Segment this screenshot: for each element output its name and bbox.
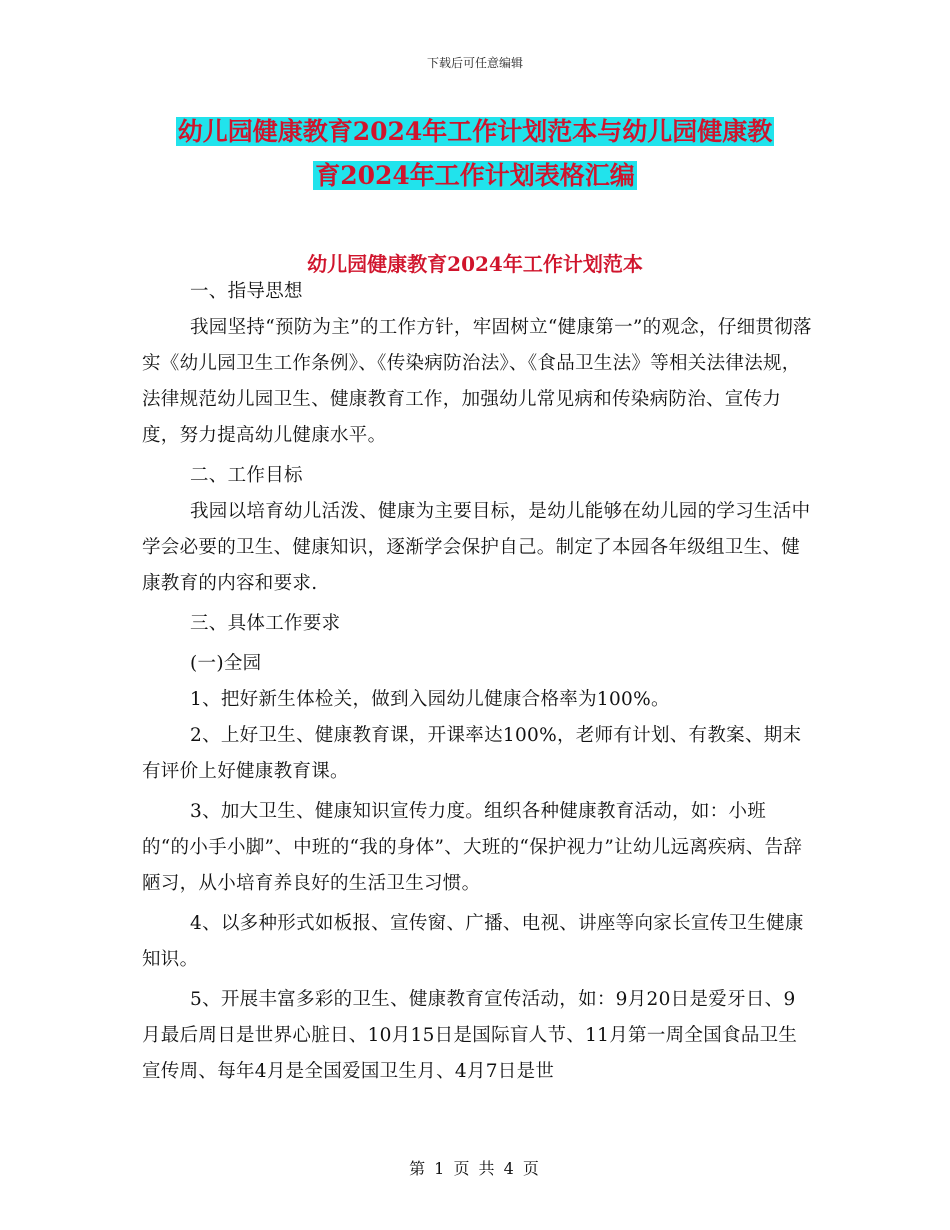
paragraph-work-goals: 我园以培育幼儿活泼、健康为主要目标，是幼儿能够在幼儿园的学习生活中学会必要的卫生、健康知识，逐渐学会保护自己。制定了本园各年级组卫生、健康教育的内容和要求. [142,501,811,594]
page-footer-number: 第 1 页 共 4 页 [409,1159,541,1178]
list-item-3: 3、加大卫生、健康知识宣传力度。组织各种健康教育活动，如：小班的“的小手小脚”、中班的“我的身体”、大班的“保护视力”让幼儿远离疾病、告辞陋习，从小培育养良好的生活卫生习惯。 [142,801,803,894]
title-line-2: 育2024年工作计划表格汇编 [315,161,635,190]
section-subtitle: 幼儿园健康教育2024年工作计划范本 [307,252,643,276]
title-line-1: 幼儿园健康教育2024年工作计划范本与幼儿园健康教 [177,117,773,146]
page-header-note: 下载后可任意编辑 [426,56,523,70]
list-item-2: 2、上好卫生、健康教育课，开课率达100%，老师有计划、有教案、期末有评价上好健康教育课。 [142,725,802,782]
paragraph-guiding-ideology: 我园坚持“预防为主”的工作方针，牢固树立“健康第一”的观念，仔细贯彻落实《幼儿园卫生工作条例》、《传染病防治法》、《食品卫生法》等相关法律法规，法律规范幼儿园卫生、健康教育工作，加强幼儿常见病和传染病防治、宣传力度，努力提高幼儿健康水平。 [142,317,812,446]
subheading-whole-kindergarten: (一)全园 [190,653,262,674]
list-item-4: 4、以多种形式如板报、宣传窗、广播、电视、讲座等向家长宣传卫生健康知识。 [142,913,804,970]
list-item-5: 5、开展丰富多彩的卫生、健康教育宣传活动，如：9月20日是爱牙日、9月最后周日是世界心脏日、10月15日是国际盲人节、11月第一周全国食品卫生宣传周、每年4月是全国爱国卫生月、4月7日是世 [142,989,798,1082]
heading-work-requirements: 三、具体工作要求 [190,613,341,634]
list-item-1: 1、把好新生体检关，做到入园幼儿健康合格率为100%。 [190,689,670,710]
document-title [0,110,950,198]
heading-guiding-ideology: 一、指导思想 [190,281,303,302]
document-body [142,270,812,1090]
heading-work-goals: 二、工作目标 [190,465,303,486]
